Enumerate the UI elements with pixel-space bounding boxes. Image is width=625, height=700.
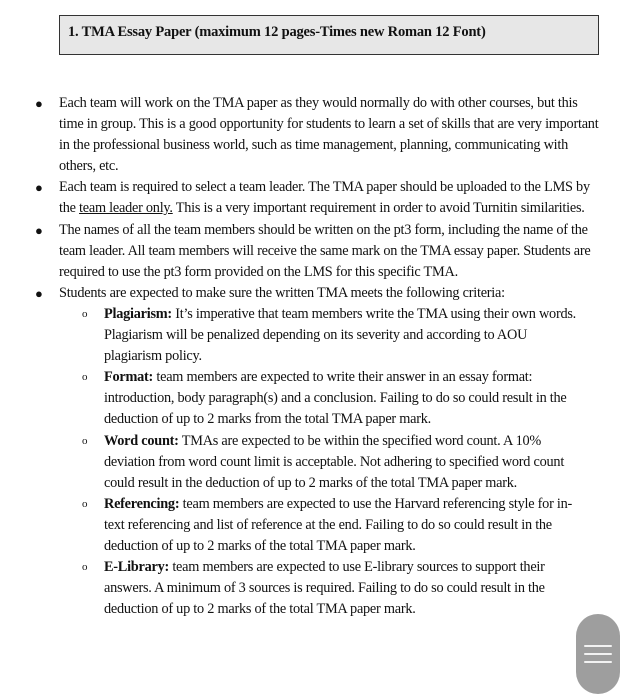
circle-bullet-icon: o: [82, 307, 88, 320]
criteria-text: It’s imperative that team members write the TMA using their own words. Plagiarism will be penalized depending on its severity and according to AOU plagiarism policy.: [104, 305, 576, 365]
criteria-item-e-library: [0, 557, 601, 620]
bullet-text: The names of all the team members should be written on the pt3 form, including the name of the team leader. All team members will receive the same mark on the TMA essay paper. Students are required to use the pt3 form provided on the LMS for this specific TMA.: [59, 221, 591, 280]
criteria-item-plagiarism: [0, 304, 601, 367]
underlined-emphasis: team leader only.: [79, 200, 173, 217]
circle-bullet-icon: o: [82, 371, 88, 384]
bullet-item-team-leader: [0, 177, 625, 219]
criteria-item-word-count: [0, 431, 601, 494]
bullet-text: Each team will work on the TMA paper as they would normally do with other courses, but this time in group. This is a good opportunity for students to learn a set of skills that are very important in the professional business world, such as time management, planning, communicating with others, etc.: [59, 95, 599, 175]
floating-menu-button[interactable]: [576, 614, 620, 694]
criteria-item-format: [0, 367, 601, 430]
bullet-text: Students are expected to make sure the written TMA meets the following criteria:: [59, 284, 505, 301]
criteria-title: Word count:: [104, 432, 179, 449]
criteria-title: Format:: [104, 369, 154, 386]
bullet-text: This is a very important requirement in order to avoid Turnitin similarities.: [172, 200, 585, 217]
circle-bullet-icon: o: [82, 561, 88, 574]
criteria-text: team members are expected to write their answer in an essay format: introduction, body paragraph(s) and a conclusion. Failing to do so could result in the deduction of up to 2 marks from the total TMA paper mark.: [104, 369, 567, 428]
circle-bullet-icon: o: [82, 434, 88, 447]
circle-bullet-icon: o: [82, 497, 88, 510]
requirements-list: [0, 93, 625, 620]
bullet-item-team-names: [0, 220, 625, 283]
section-heading: 1. TMA Essay Paper (maximum 12 pages-Times new Roman 12 Font): [68, 24, 486, 40]
criteria-title: Referencing:: [104, 495, 180, 512]
criteria-text: team members are expected to use E-library sources to support their answers. A minimum of 3 sources is required. Failing to do so could result in the deduction of up to 2 marks of the total TMA paper mark.: [104, 559, 545, 618]
section-heading-box: [59, 15, 599, 55]
bullet-icon: ●: [35, 96, 43, 111]
bullet-text: Each team is required to select a team leader. The TMA paper should be uploaded to the LMS by the: [59, 179, 590, 217]
bullet-item-teamwork: [0, 93, 625, 177]
criteria-list: [0, 304, 601, 620]
bullet-icon: ●: [35, 222, 43, 238]
criteria-title: Plagiarism:: [104, 305, 172, 322]
bullet-item-criteria: [0, 283, 625, 621]
criteria-item-referencing: [0, 494, 601, 557]
bullet-icon: ●: [35, 285, 43, 301]
criteria-text: TMAs are expected to be within the specified word count. A 10% deviation from word count limit is acceptable. Not adhering to specified word count could result in the deduction of up to 2 marks of the total TMA paper mark.: [104, 432, 565, 491]
bullet-icon: ●: [35, 180, 43, 196]
criteria-title: E-Library:: [104, 559, 170, 576]
criteria-text: team members are expected to use the Harvard referencing style for in-text referencing and list of reference at the end. Failing to do so could result in the deduction of up to 2 marks of the total TMA paper mark.: [104, 495, 573, 554]
